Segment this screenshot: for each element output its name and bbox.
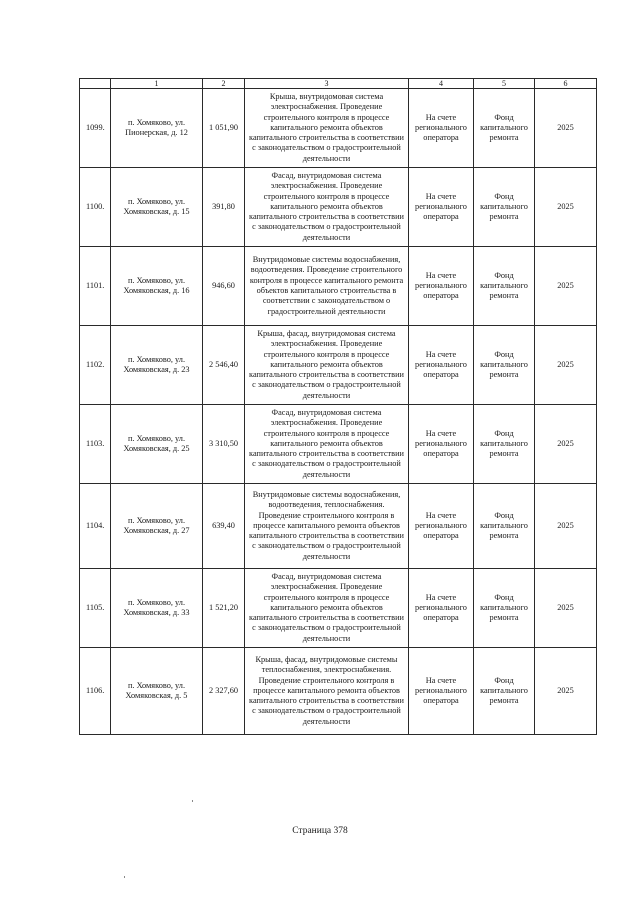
table-row	[80, 484, 597, 569]
table-row	[80, 247, 597, 326]
row-source: Фонд капитального ремонта	[474, 89, 535, 168]
row-work: Внутридомовые системы водоснабжения, водоотведения. Проведение строительного контроля в процессе капитального ремонта объектов капитального строительства в соответствии с законодательством о градостроительной деятельности	[245, 247, 409, 326]
row-account: На счете регионального оператора	[409, 247, 474, 326]
row-year: 2025	[535, 648, 597, 735]
row-work: Фасад, внутридомовая система электроснабжения. Проведение строительного контроля в процессе капитального ремонта объектов капитального строительства в соответствии с законодательством о градостроительной деятельности	[245, 168, 409, 247]
row-address: п. Хомяково, ул. Хомяковская, д. 5	[111, 648, 203, 735]
row-work: Фасад, внутридомовая система электроснабжения. Проведение строительного контроля в процессе капитального ремонта объектов капитального строительства в соответствии с законодательством о градостроительной деятельности	[245, 569, 409, 648]
row-account: На счете регионального оператора	[409, 326, 474, 405]
header-cell: 2	[203, 79, 245, 89]
row-work: Крыша, фасад, внутридомовые системы теплоснабжения, электроснабжения. Проведение строительного контроля в процессе капитального ремонта объектов капитального строительства в соответствии с законодательством о градостроительной деятельности	[245, 648, 409, 735]
table-row	[80, 89, 597, 168]
row-cost: 946,60	[203, 247, 245, 326]
row-source: Фонд капитального ремонта	[474, 168, 535, 247]
table-header-row	[80, 79, 597, 89]
row-source: Фонд капитального ремонта	[474, 326, 535, 405]
row-source: Фонд капитального ремонта	[474, 569, 535, 648]
row-address: п. Хомяково, ул. Хомяковская, д. 15	[111, 168, 203, 247]
row-source: Фонд капитального ремонта	[474, 648, 535, 735]
row-address: п. Хомяково, ул. Хомяковская, д. 27	[111, 484, 203, 569]
row-year: 2025	[535, 168, 597, 247]
header-cell: 1	[111, 79, 203, 89]
table-row	[80, 168, 597, 247]
scan-speck	[192, 800, 193, 802]
row-cost: 2 546,40	[203, 326, 245, 405]
page-number: Страница 378	[292, 826, 348, 836]
row-year: 2025	[535, 405, 597, 484]
row-year: 2025	[535, 247, 597, 326]
row-number: 1106.	[80, 648, 111, 735]
row-source: Фонд капитального ремонта	[474, 484, 535, 569]
row-account: На счете регионального оператора	[409, 648, 474, 735]
row-cost: 639,40	[203, 484, 245, 569]
row-work: Внутридомовые системы водоснабжения, водоотведения, теплоснабжения. Проведение строительного контроля в процессе капитального ремонта объектов капитального строительства в соответствии с законодательством о градостроительной деятельности	[245, 484, 409, 569]
row-work: Фасад, внутридомовая система электроснабжения. Проведение строительного контроля в процессе капитального ремонта объектов капитального строительства в соответствии с законодательством о градостроительной деятельности	[245, 405, 409, 484]
row-account: На счете регионального оператора	[409, 484, 474, 569]
row-account: На счете регионального оператора	[409, 89, 474, 168]
row-work: Крыша, фасад, внутридомовая система электроснабжения. Проведение строительного контроля в процессе капитального ремонта объектов капитального строительства в соответствии с законодательством о градостроительной деятельности	[245, 326, 409, 405]
register-table	[79, 78, 597, 735]
row-address: п. Хомяково, ул. Хомяковская, д. 33	[111, 569, 203, 648]
row-number: 1104.	[80, 484, 111, 569]
header-cell-blank	[80, 79, 111, 89]
row-cost: 3 310,50	[203, 405, 245, 484]
row-address: п. Хомяково, ул. Хомяковская, д. 16	[111, 247, 203, 326]
row-account: На счете регионального оператора	[409, 168, 474, 247]
row-number: 1100.	[80, 168, 111, 247]
row-account: На счете регионального оператора	[409, 569, 474, 648]
row-number: 1103.	[80, 405, 111, 484]
scan-speck	[124, 876, 125, 878]
header-cell: 4	[409, 79, 474, 89]
row-account: На счете регионального оператора	[409, 405, 474, 484]
row-number: 1105.	[80, 569, 111, 648]
row-cost: 2 327,60	[203, 648, 245, 735]
row-cost: 1 521,20	[203, 569, 245, 648]
header-cell: 5	[474, 79, 535, 89]
row-number: 1099.	[80, 89, 111, 168]
row-address: п. Хомяково, ул. Хомяковская, д. 25	[111, 405, 203, 484]
row-year: 2025	[535, 484, 597, 569]
row-cost: 1 051,90	[203, 89, 245, 168]
row-address: п. Хомяково, ул. Хомяковская, д. 23	[111, 326, 203, 405]
table-row	[80, 326, 597, 405]
table-row	[80, 569, 597, 648]
row-source: Фонд капитального ремонта	[474, 405, 535, 484]
row-cost: 391,80	[203, 168, 245, 247]
row-number: 1101.	[80, 247, 111, 326]
table-row	[80, 405, 597, 484]
header-cell: 3	[245, 79, 409, 89]
table-row	[80, 648, 597, 735]
row-work: Крыша, внутридомовая система электроснабжения. Проведение строительного контроля в процессе капитального ремонта объектов капитального строительства в соответствии с законодательством о градостроительной деятельности	[245, 89, 409, 168]
row-year: 2025	[535, 326, 597, 405]
row-year: 2025	[535, 569, 597, 648]
row-number: 1102.	[80, 326, 111, 405]
row-year: 2025	[535, 89, 597, 168]
row-address: п. Хомяково, ул. Пионерская, д. 12	[111, 89, 203, 168]
row-source: Фонд капитального ремонта	[474, 247, 535, 326]
header-cell: 6	[535, 79, 597, 89]
